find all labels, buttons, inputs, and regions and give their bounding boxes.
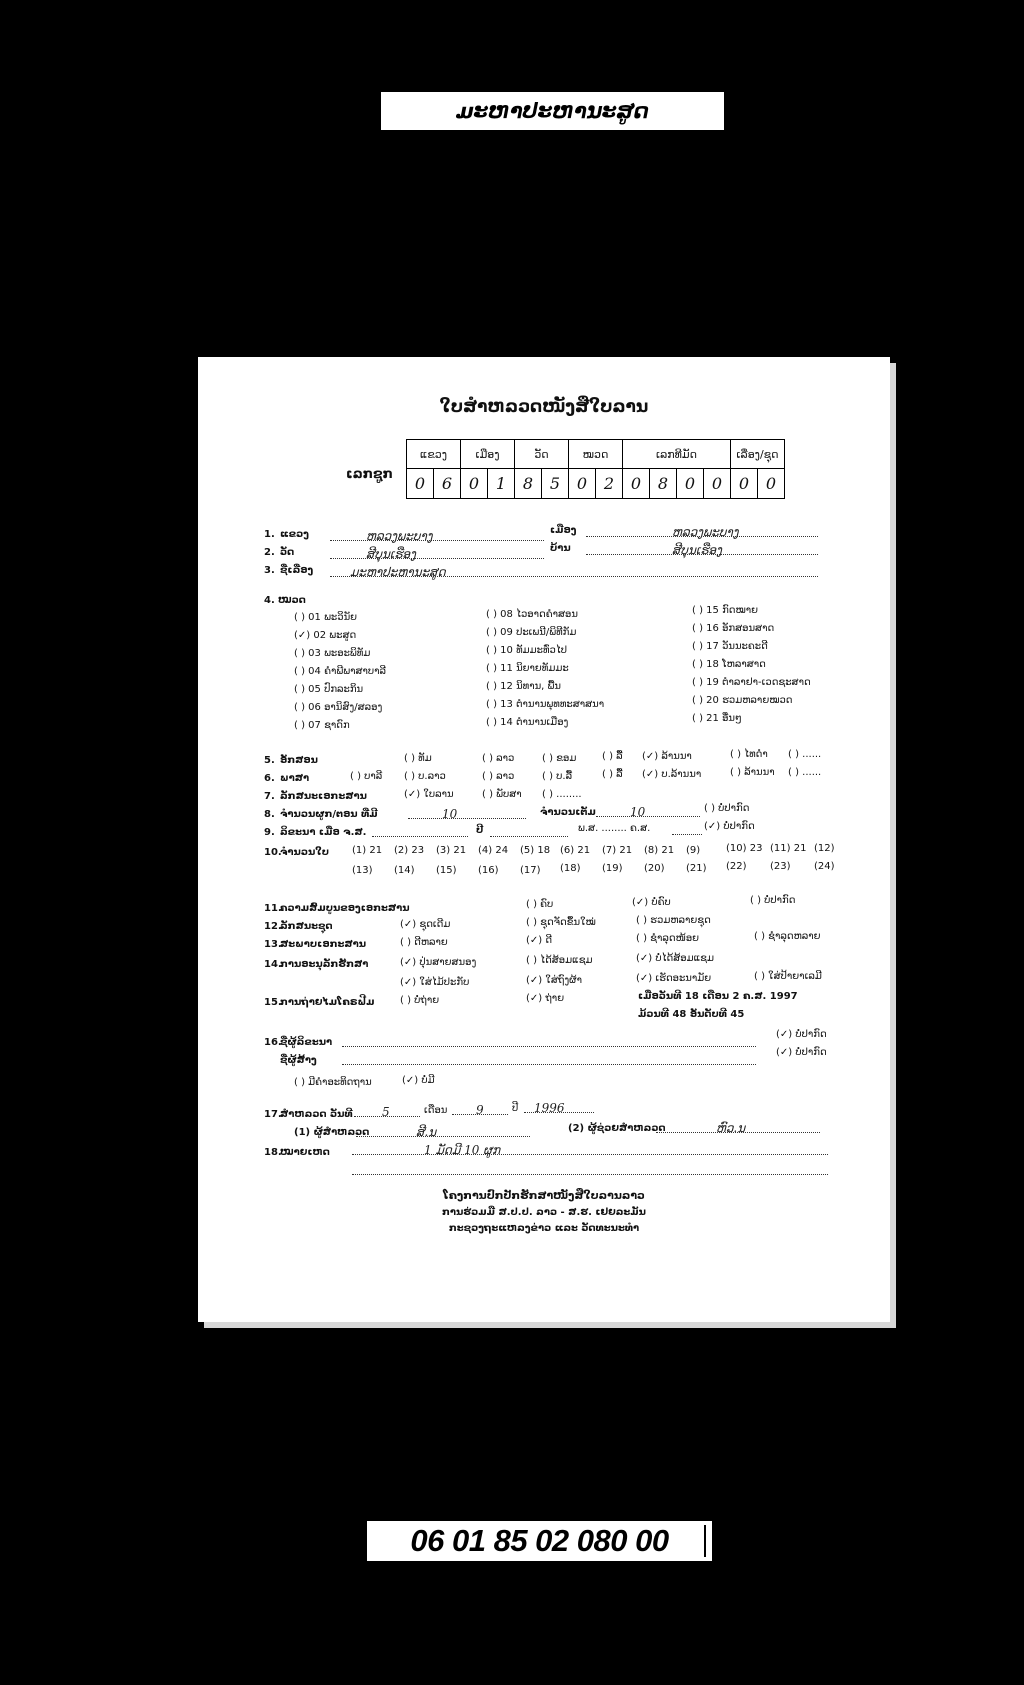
category-option: ( ) 01 ພະວິນັຍ [294,612,358,623]
condition-option: ( ) ຊຳລຸດໜ້ອຍ [636,933,700,944]
row-number: 15. [264,997,282,1008]
year-label: ປີ [512,1103,519,1114]
code-header: ໝວດ [569,440,623,469]
copy-date-label: ລິຂະນາ ເມື່ອ ຈ.ສ. [280,827,367,838]
leaf-count-label: ຈຳນວນໃບ [280,847,330,858]
row-number: 10. [264,847,282,858]
completeness-label: ຄວາມສົມບູນຂອງເອກະສານ [280,903,410,914]
code-header: ເລື່ອງ/ຊຸດ [731,440,785,469]
row-number: 14. [264,959,282,970]
not-shown-option: (✓) ບໍ່ປາກົດ [776,1047,827,1058]
code-digit: 0 [758,469,785,499]
leaf-count-cell: (6) 21 [560,845,591,856]
row-number: 2. [264,547,275,558]
microfilm-label: ການຖ່າຍໄມໂຄຣຟີມ [280,997,375,1008]
row-number: 1. [264,529,275,540]
document-title-label: ມະຫາປະຫານະສູດ [381,92,724,130]
category-option: ( ) 21 ອື່ນໆ [692,713,742,724]
language-option: ( ) ບາລີ [350,771,383,782]
leaf-count-cell: (21) [686,863,707,874]
row-number: 13. [264,939,282,950]
surveyor-line [356,1125,530,1137]
category-option: ( ) 13 ຕຳນານພຸທທະສາສນາ [486,699,605,710]
row-number: 3. [264,565,275,576]
microfilm-roll: ມ້ວນທີ 48 ອັນດັບທີ 45 [638,1009,745,1020]
category-option: ( ) 05 ປົກລະກິນ [294,684,364,695]
full-count-value: 10 [630,805,646,819]
leaf-count-cell: (7) 21 [602,845,633,856]
conservation-option: (✓) ປຸ່ນສາຍສນອງ [400,957,477,968]
title-line [330,565,818,577]
category-option: ( ) 07 ຊາດົກ [294,720,350,731]
row-number: 9. [264,827,275,838]
not-shown-option: (✓) ບໍ່ປາກົດ [776,1029,827,1040]
category-option: (✓) 02 ພະສູດ [294,630,357,641]
category-option: ( ) 19 ຕຳລາຢາ-ເວດຊະສາດ [692,677,811,688]
district-line [586,525,818,537]
leaf-count-cell: (10) 23 [726,843,763,854]
code-header: ເລກທີມັດ [623,440,731,469]
conservation-label: ການອະນຸລັກຮັກສາ [280,959,369,970]
district-value: ຫລວງພະບາງ [672,525,739,539]
condition-label: ສະພາບເອກະສານ [280,939,367,950]
year-label: ປີ [476,825,484,836]
material-option: (✓) ໃບລານ [404,789,454,800]
script-option: ( ) ລື້ [602,751,623,762]
category-option: ( ) 10 ທັມມະທົ່ວໄປ [486,645,568,656]
leaf-count-cell: (11) 21 [770,843,807,854]
script-option: ( ) ຂອມ [542,753,577,764]
copy-date-line [372,825,468,837]
dedication-option: (✓) ບໍ່ມີ [402,1075,435,1086]
condition-option: (✓) ດີ [526,935,553,946]
category-option: ( ) 08 ໄວອາດຄຳສອນ [486,609,578,620]
leaf-count-cell: (4) 24 [478,845,509,856]
language-option: ( ) ລາວ [482,771,515,782]
sponsor-label: ຊື່ຜູ້ສ້າງ [280,1055,317,1066]
language-option: ( ) ລ້ານນາ [730,767,775,778]
code-digit: 8 [515,469,542,499]
not-shown-option: ( ) ບໍ່ປາກົດ [704,803,750,814]
village-label: ບ້ານ [550,543,571,554]
set-type-option: ( ) ຊຸດຈັດຂຶ້ນໃໝ່ [526,917,596,928]
code-digit: 1 [488,469,515,499]
survey-form-sheet [198,357,890,1322]
survey-month-line [452,1103,508,1115]
row-number: 12. [264,921,282,932]
year-line [490,825,568,837]
language-option: ( ) ລື້ [602,769,623,780]
remarks-label: ໝາຍເຫດ [280,1147,330,1158]
leaf-count-cell: (13) [352,865,373,876]
code-digit: 0 [731,469,758,499]
leaf-count-cell: (24) [814,861,835,872]
footer-line: ກະຊວງຖະແຫລງຂ່າວ ແລະ ວັດທະນະທຳ [448,1223,640,1234]
category-option: ( ) 03 ພະອະພິທັມ [294,648,371,659]
assistant-label: (2) ຜູ້ຊ່ວຍສຳຫລວດ [568,1123,666,1134]
leaf-count-cell: (19) [602,863,623,874]
row-number: 7. [264,791,275,802]
leaf-count-cell: (5) 18 [520,845,551,856]
code-digit: 0 [569,469,596,499]
material-option: ( ) ........ [542,789,582,800]
conservation-option: (✓) ໃສ່ໄມ້ປະກັບ [400,977,470,988]
category-label: ໝວດ [278,595,306,606]
survey-day-value: 5 [382,1105,390,1119]
code-digit: 8 [650,469,677,499]
category-option: ( ) 14 ຕຳນານເມືອງ [486,717,569,728]
scribe-label: ຊື່ຜູ້ລິຂະນາ [280,1037,333,1048]
leaf-count-cell: (8) 21 [644,845,675,856]
condition-option: ( ) ດີຫລາຍ [400,937,448,948]
language-label: ພາສາ [280,773,310,784]
microfilm-option: ( ) ບໍ່ຖ່າຍ [400,995,440,1006]
category-option: ( ) 17 ວັນນະຄະດີ [692,641,768,652]
script-option: ( ) ທັມ [404,753,432,764]
survey-year-value: 1996 [534,1101,565,1115]
category-option: ( ) 04 ຄຳພີພາສາບາລີ [294,666,387,677]
language-option: ( ) ບ.ລາວ [404,771,446,782]
fascicle-count-label: ຈຳນວນຜູກ/ຕອນ ທີ່ມີ [280,809,378,820]
conservation-option: (✓) ໃສ່ຖົງຜ້າ [526,975,582,986]
month-label: ເດືອນ [424,1105,448,1116]
era-label: ພ.ສ. ........ ຄ.ສ. [578,823,651,834]
script-option: ( ) ໄທດຳ [730,749,768,760]
conservation-option: (✓) ເຮັດອະນາມັຍ [636,973,712,984]
code-header: ວັດ [515,440,569,469]
leaf-count-cell: (14) [394,865,415,876]
code-table [406,439,785,499]
edge-bar [704,1525,706,1557]
title-label: ຊື່ເລື່ອງ [280,565,314,576]
full-count-line [596,805,700,817]
era-line [672,823,702,835]
script-label: ອັກສອນ [280,755,318,766]
language-option: ( ) ...... [788,767,822,778]
material-option: ( ) ພັບສາ [482,789,522,800]
code-digit: 5 [542,469,569,499]
leaf-count-cell: (17) [520,865,541,876]
set-type-option: ( ) ຮວມຫລາຍຊຸດ [636,915,711,926]
survey-month-value: 9 [476,1103,484,1117]
not-shown-option: (✓) ບໍ່ປາກົດ [704,821,755,832]
survey-date-label: ສຳຫລວດ ວັນທີ [280,1109,353,1120]
sponsor-line [342,1053,756,1065]
row-number: 16. [264,1037,282,1048]
script-option: ( ) ...... [788,749,822,760]
language-option: ( ) ບ.ລື້ [542,771,573,782]
title-value: ມະຫາປະຫານະສູດ [350,565,446,579]
leaf-count-cell: (16) [478,865,499,876]
row-number: 8. [264,809,275,820]
set-type-label: ລັກສນະຊຸດ [280,921,333,932]
category-option: ( ) 20 ຮວມຫລາຍໝວດ [692,695,793,706]
leaf-count-cell: (3) 21 [436,845,467,856]
row-number: 6. [264,773,275,784]
survey-year-line [524,1101,594,1113]
footer-line: ການຮ່ວມມື ສ.ປ.ປ. ລາວ - ສ.ຮ. ເຢຍລະມັນ [442,1207,646,1218]
category-option: ( ) 18 ໂຫລາສາດ [692,659,766,670]
category-option: ( ) 09 ປະເພນີ/ພິທີກັມ [486,627,577,638]
leaf-count-cell: (9) [686,845,701,856]
code-digit: 2 [596,469,623,499]
leaf-count-cell: (23) [770,861,791,872]
assistant-value: ຫົວ.ນ [716,1121,746,1135]
category-option: ( ) 12 ນິທານ, ພື້ນ [486,681,561,692]
completeness-option: ( ) ຄົບ [526,899,554,910]
surveyor-label: (1) ຜູ້ສຳຫລວດ [294,1127,370,1138]
code-digit: 0 [461,469,488,499]
leaf-count-cell: (22) [726,861,747,872]
material-label: ລັກສນະເອກະສານ [280,791,367,802]
conservation-option: ( ) ໃສ່ປ້າຍາເລມີ [754,971,822,982]
district-label: ເມືອງ [550,525,577,536]
code-digit: 0 [677,469,704,499]
row-number: 18. [264,1147,282,1158]
category-option: ( ) 06 ອານິສົງ/ສລອງ [294,702,383,713]
code-header: ແຂວງ [407,440,461,469]
conservation-option: ( ) ໄດ້ສ້ອມແຊມ [526,955,593,966]
assistant-line [656,1121,820,1133]
form-title: ໃບສຳຫລວດໜັງສືໃບລານ [439,397,649,417]
row-number: 5. [264,755,275,766]
leaf-count-cell: (20) [644,863,665,874]
microfilm-date: ເມື່ອວັນທີ 18 ເດືອນ 2 ຄ.ສ. 1997 [638,991,798,1002]
full-count-label: ຈຳນວນເຕັມ [540,807,596,818]
category-option: ( ) 11 ນິຍາຍທັມມະ [486,663,569,674]
leaf-count-cell: (2) 23 [394,845,425,856]
completeness-option: ( ) ບໍ່ປາກົດ [750,895,796,906]
code-digit: 0 [623,469,650,499]
footer-line: ໂຄງການປົກປັກຮັກສາໜັງສືໃບລານລາວ [443,1189,645,1202]
village-value: ສີບຸນເຮືອງ [672,543,722,557]
temple-label: ວັດ [280,547,295,558]
script-option: (✓) ລ້ານນາ [642,751,692,762]
leaf-count-cell: (1) 21 [352,845,383,856]
archive-code-label [367,1521,712,1561]
province-value: ຫລວງພະບາງ [366,529,433,543]
completeness-option: (✓) ບໍ່ຄົບ [632,897,671,908]
remarks-value: 1 ມັດມີ 10 ຜູກ [424,1143,501,1157]
fascicle-count-value: 10 [442,807,458,821]
script-option: ( ) ລາວ [482,753,515,764]
category-option: ( ) 15 ກົດໝາຍ [692,605,759,616]
leaf-count-cell: (18) [560,863,581,874]
remarks-line [352,1163,828,1175]
row-number: 4. [264,595,275,606]
code-label: ເລກຊູກ [346,467,393,482]
set-type-option: (✓) ຊຸດເດີມ [400,919,451,930]
microfilm-option: (✓) ຖ່າຍ [526,993,565,1004]
code-digit: 0 [407,469,434,499]
province-label: ແຂວງ [280,529,309,540]
village-line [586,543,818,555]
row-number: 11. [264,903,282,914]
remarks-line [352,1143,828,1155]
temple-line [330,547,544,559]
row-number: 17. [264,1109,282,1120]
code-header: ເມືອງ [461,440,515,469]
category-option: ( ) 16 ອັກສອນສາດ [692,623,775,634]
code-digit: 6 [434,469,461,499]
dedication-option: ( ) ມີຄຳອະທິດຖານ [294,1077,372,1088]
fascicle-count-line [408,807,526,819]
archive-code-text: 06 01 85 02 080 00 [410,1523,669,1558]
surveyor-value: ສີ.ນ [416,1125,437,1139]
survey-day-line [354,1105,420,1117]
conservation-option: (✓) ບໍ່ໄດ້ສ້ອມແຊມ [636,953,715,964]
scribe-line [342,1035,756,1047]
condition-option: ( ) ຊຳລຸດຫລາຍ [754,931,821,942]
temple-value: ສີບຸນເຮືອງ [366,547,416,561]
leaf-count-cell: (15) [436,865,457,876]
province-line [330,529,544,541]
code-digit: 0 [704,469,731,499]
leaf-count-cell: (12) [814,843,835,854]
language-option: (✓) ບ.ລ້ານນາ [642,769,702,780]
